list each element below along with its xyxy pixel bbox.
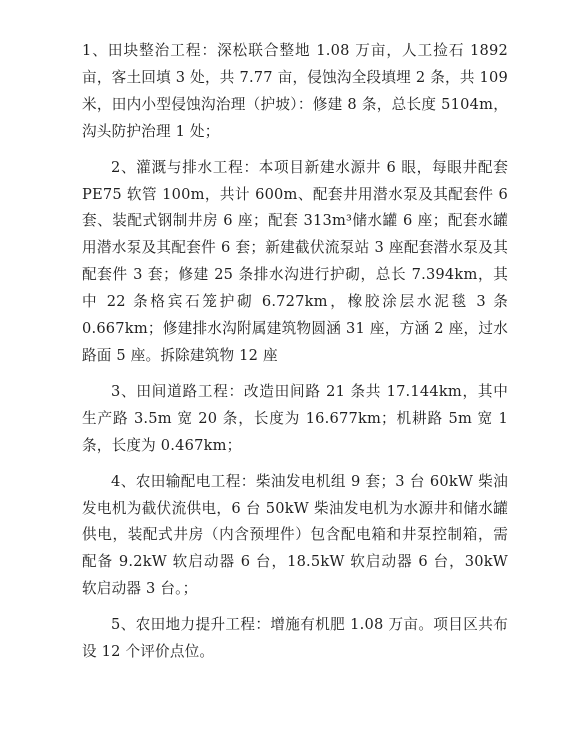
paragraph-field-consolidation: 1、田块整治工程：深松联合整地 1.08 万亩，人工捡石 1892 亩，客土回填 3 处，共 7.77 亩，侵蚀沟全段填埋 2 条，共 109 米，田内小型侵蚀沟治理（护坡）：修建 8 条，总长度 5104m，沟头防护治理 1 处； [82, 42, 508, 140]
document-body [82, 38, 508, 666]
paragraph-power-distribution: 4、农田输配电工程：柴油发电机组 9 套；3 台 60kW 柴油发电机为截伏流供电，6 台 50kW 柴油发电机为水源井和储水罐供电，装配式井房（内含预埋件）包含配电箱和井泵控制箱，需配备 9.2kW 软启动器 6 台，18.5kW 软启动器 6 台，30kW 软启动器 3 台。； [82, 472, 508, 598]
paragraph-soil-fertility: 5、农田地力提升工程：增施有机肥 1.08 万亩。项目区共布设 12 个评价点位。 [82, 616, 508, 661]
paragraph-field-roads: 3、田间道路工程：改造田间路 21 条共 17.144km，其中生产路 3.5m 宽 20 条，长度为 16.677km；机耕路 5m 宽 1 条，长度为 0.467km； [82, 382, 508, 454]
paragraph-irrigation-drainage: 2、灌溉与排水工程：本项目新建水源井 6 眼，每眼井配套 PE75 软管 100m，共计 600m、配套井用潜水泵及其配套件 6 套、装配式钢制井房 6 座；配套 313m³储水罐 6 座；配套水罐用潜水泵及其配套件 6 套；新建截伏流泵站 3 座配套潜水泵及其配套件 3 套；修建 25 条排水沟进行护砌，总长 7.394km，其中 22 条格宾石笼护砌 6.727km，橡胶涂层水泥毯 3 条 0.667km；修建排水沟附属建筑物圆涵 31 座，方涵 2 座，过水路面 5 座。拆除建筑物 12 座 [82, 158, 508, 364]
